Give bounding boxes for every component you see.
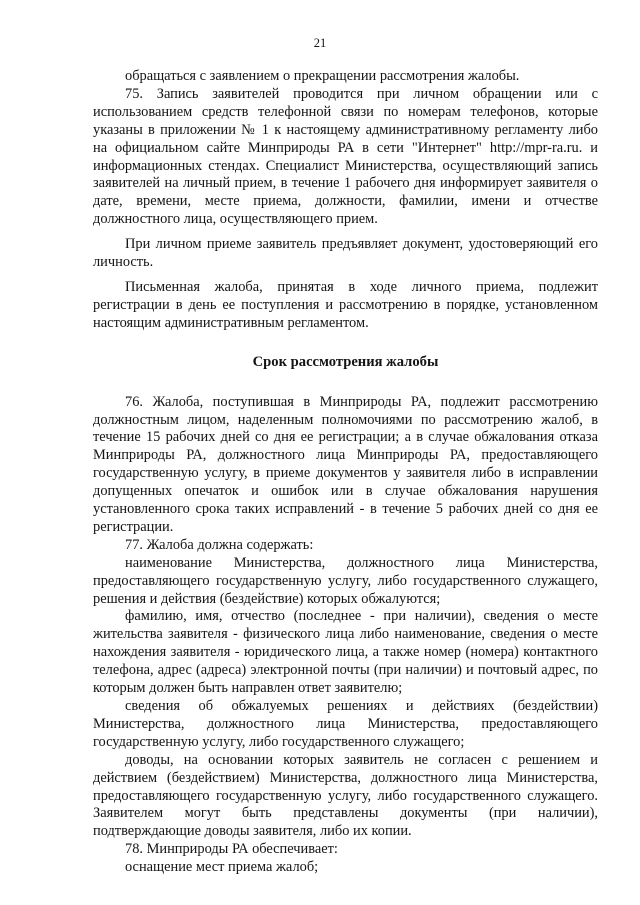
list-item-equipment: оснащение мест приема жалоб; xyxy=(125,859,319,876)
list-item-applicant-info: фамилию, имя, отчество (последнее - при наличии), сведения о месте жительства заявителя - физического лица либо наименование, сведения о месте нахождения заявителя - юридического лица, а также номер (номера) контактного телефона, адрес (адреса) электронной почты (при наличии) и почтовый адрес, по которым должен быть направлен ответ заявителю; xyxy=(93,608,598,697)
section-title: Срок рассмотрения жалобы xyxy=(252,353,439,370)
document-body xyxy=(93,68,598,877)
paragraph-75: 75. Запись заявителей проводится при личном обращении или с использованием средств телефонной связи по номерам телефонов, которые указаны в приложении № 1 к настоящему административному регламенту либо на официальном сайте Минприроды РА в сети "Интернет" http://mpr-ra.ru. и информационных стендах. Специалист Министерства, осуществляющий запись заявителей на личный прием, в течение 1 рабочего дня информирует заявителя о дате, времени, месте приема, должности, фамилии, имени и отчестве должностного лица, осуществляющего прием. xyxy=(93,85,598,228)
list-item-decisions: сведения об обжалуемых решениях и действиях (бездействии) Министерства, должностного лица Министерства, предоставляющего государственную услугу, либо государственного служащего; xyxy=(93,698,598,750)
paragraph-personal-reception: При личном приеме заявитель предъявляет документ, удостоверяющий его личность. xyxy=(93,236,598,271)
paragraph-continuation: обращаться с заявлением о прекращении рассмотрения жалобы. xyxy=(125,68,520,84)
paragraph-78: 78. Минприроды РА обеспечивает: xyxy=(125,841,338,858)
paragraph-77: 77. Жалоба должна содержать: xyxy=(125,536,314,553)
list-item-name: наименование Министерства, должностного лица Министерства, предоставляющего государственную услугу, либо государственного служащего, решения и действия (бездействие) которых обжалуются; xyxy=(93,554,598,607)
list-item-arguments: доводы, на основании которых заявитель не согласен с решением и действием (бездействием) Министерства, должностного лица Министерства, предоставляющего государственную услугу, либо государственного служащего. Заявителем могут быть представлены документы (при наличии), подтверждающие доводы заявителя, либо их копии. xyxy=(93,751,598,840)
paragraph-written-complaint: Письменная жалоба, принятая в ходе личного приема, подлежит регистрации в день ее поступления и рассмотрению в порядке, установленном настоящим административным регламентом. xyxy=(93,278,598,331)
paragraph-76: 76. Жалоба, поступившая в Минприроды РА, подлежит рассмотрению должностным лицом, наделенным полномочиями по рассмотрению жалоб, в течение 15 рабочих дней со дня ее регистрации; а в случае обжалования отказа Минприроды РА, должностного лица Минприроды РА, предоставляющего государственную услугу, в приеме документов у заявителя либо в исправлении допущенных опечаток и ошибок или в случае обжалования нарушения установленного срока таких исправлений - в течение 5 рабочих дней со дня ее регистрации. xyxy=(93,393,598,535)
page-number: 21 xyxy=(313,36,327,50)
